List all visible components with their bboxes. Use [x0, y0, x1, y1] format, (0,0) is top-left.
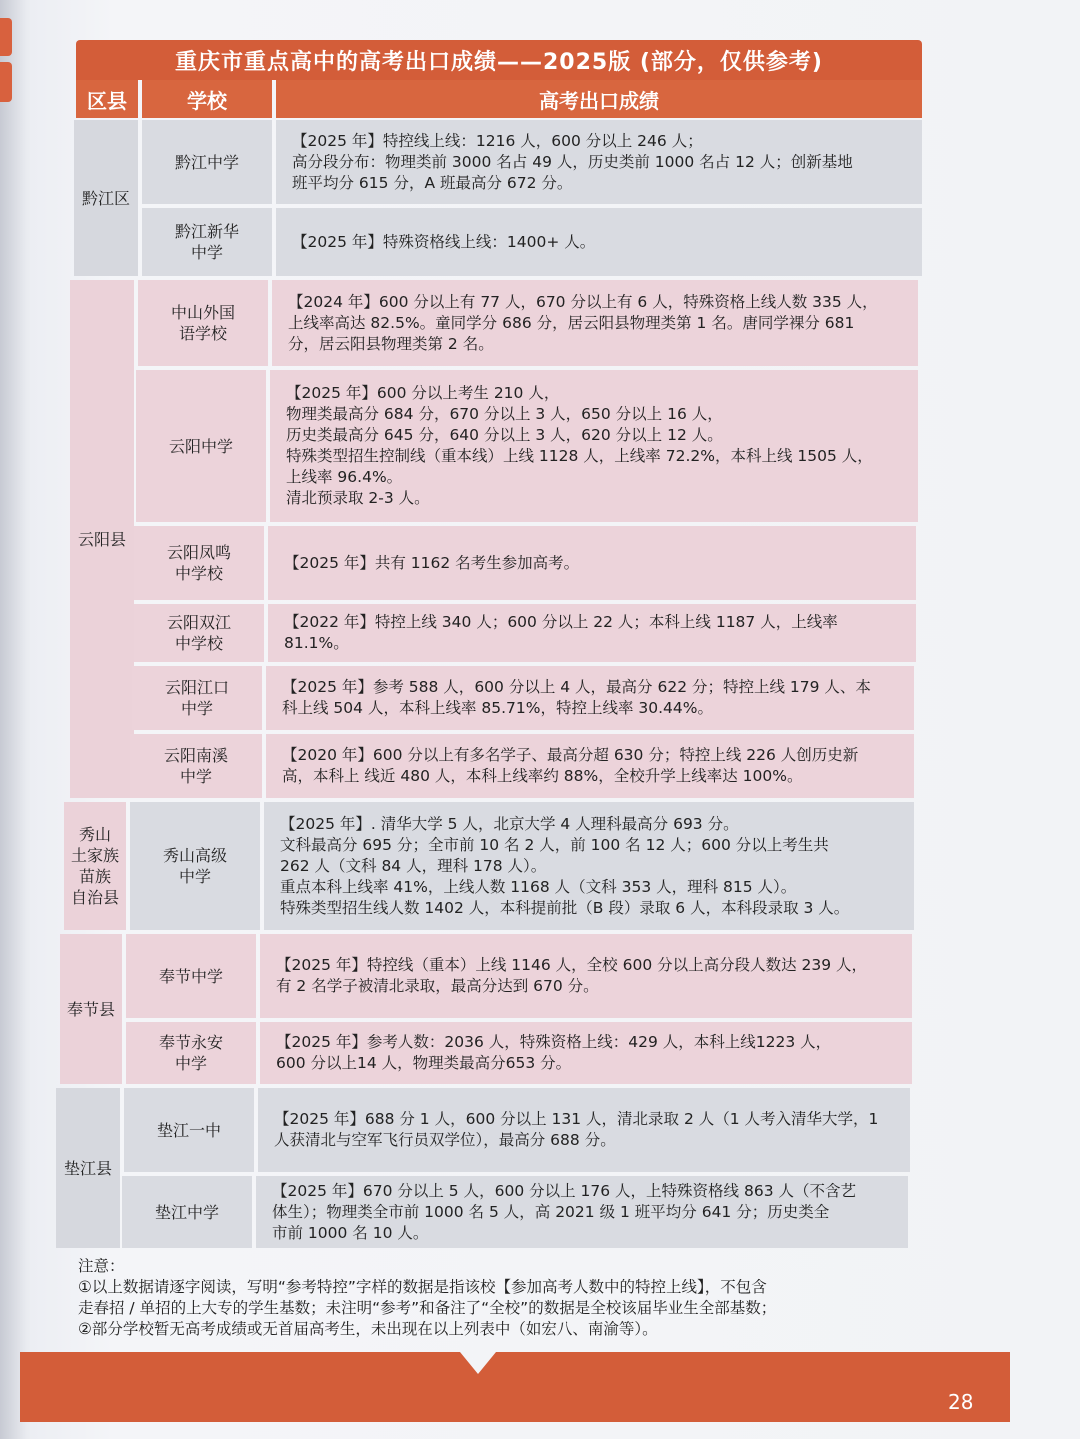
page-number: 28 [948, 1390, 974, 1414]
result-cell: 【2025 年】688 分 1 人，600 分以上 131 人，清北录取 2 人（1 人考入清华大学，1 人获清北与空军飞行员双学位），最高分 688 分。 [258, 1088, 910, 1172]
school-cell: 秀山高级 中学 [130, 802, 260, 930]
footer-band [20, 1352, 1010, 1422]
page-tab-marker [0, 18, 12, 56]
school-cell: 奉节永安 中学 [126, 1022, 256, 1084]
note-line: 走春招 / 单招的上大专的学生基数；未注明“参考”和备注了“全校”的数据是全校该届毕业生全部基数； [78, 1299, 777, 1317]
district-cell-qianjiang: 黔江区 [74, 120, 138, 276]
district-cell-fengjie: 奉节县 [60, 934, 122, 1084]
result-cell: 【2025 年】特殊资格线上线：1400+ 人。 [276, 208, 922, 276]
district-cell-yunyang: 云阳县 [70, 280, 134, 798]
note-heading: 注意： [78, 1257, 125, 1275]
school-cell: 云阳江口 中学 [132, 666, 262, 730]
page-tab-marker [0, 62, 12, 102]
result-cell: 【2025 年】参考 588 人，600 分以上 4 人，最高分 622 分；特控上线 179 人、本 科上线 504 人，本科上线率 85.71%，特控上线率 30.44%。 [266, 666, 914, 730]
school-cell: 黔江新华 中学 [142, 208, 272, 276]
result-cell: 【2025 年】. 清华大学 5 人，北京大学 4 人理科最高分 693 分。 文科最高分 695 分；全市前 10 名 2 人，前 100 名 12 人；600 分以上考生共 262 人（文科 84 人，理科 178 人）。 重点本科上线率 41%，上线人数 1168 人（文科 353 人，理科 815 人）。 特殊类型招生线人数 1402 人，本科提前批（B 段）录取 6 人，本科段录取 3 人。 [264, 802, 914, 930]
note-line: ①以上数据请逐字阅读，写明“参考特控”字样的数据是指该校【参加高考人数中的特控上线】，不包含 [78, 1278, 767, 1296]
result-cell: 【2025 年】600 分以上考生 210 人， 物理类最高分 684 分，670 分以上 3 人，650 分以上 16 人， 历史类最高分 645 分，640 分以上 3 人，620 分以上 12 人。 特殊类型招生控制线（重本线）上线 1128 人，上线率 72.2%，本科上线 1505 人， 上线率 96.4%。 清北预录取 2-3 人。 [270, 370, 918, 522]
result-cell: 【2025 年】670 分以上 5 人，600 分以上 176 人，上特殊资格线 863 人（不含艺 体生）；物理类全市前 1000 名 5 人，高 2021 级 1 班平均分 641 分；历史类全 市前 1000 名 10 人。 [256, 1176, 908, 1248]
school-cell: 云阳凤鸣 中学校 [134, 526, 264, 600]
school-cell: 云阳中学 [136, 370, 266, 522]
school-cell: 垫江中学 [122, 1176, 252, 1248]
result-cell: 【2025 年】参考人数：2036 人，特殊资格上线：429 人，本科上线1223 人， 600 分以上14 人，物理类最高分653 分。 [260, 1022, 912, 1084]
school-cell: 奉节中学 [126, 934, 256, 1018]
district-cell-dianjiang: 垫江县 [56, 1088, 120, 1248]
school-cell: 垫江一中 [124, 1088, 254, 1172]
header-school: 学校 [142, 80, 272, 118]
result-cell: 【2020 年】600 分以上有多名学子、最高分超 630 分；特控上线 226 人创历史新 高，本科上 线近 480 人，本科上线率约 88%，全校升学上线率达 100%。 [266, 734, 914, 798]
school-cell: 中山外国 语学校 [138, 280, 268, 366]
note-line: ②部分学校暂无高考成绩或无首届高考生，未出现在以上列表中（如宏八、南渝等）。 [78, 1320, 658, 1338]
result-cell: 【2025 年】特控线（重本）上线 1146 人，全校 600 分以上高分段人数达 239 人， 有 2 名学子被清北录取，最高分达到 670 分。 [260, 934, 912, 1018]
school-cell: 黔江中学 [142, 120, 272, 204]
school-cell: 云阳双江 中学校 [134, 604, 264, 662]
header-district: 区县 [76, 80, 138, 118]
result-cell: 【2022 年】特控上线 340 人；600 分以上 22 人；本科上线 1187 人，上线率 81.1%。 [268, 604, 916, 662]
result-cell: 【2025 年】共有 1162 名考生参加高考。 [268, 526, 916, 600]
result-cell: 【2024 年】600 分以上有 77 人，670 分以上有 6 人，特殊资格上线人数 335 人， 上线率高达 82.5%。童同学分 686 分，居云阳县物理类第 1 名。唐同学裸分 681 分，居云阳县物理类第 2 名。 [272, 280, 918, 366]
page-title: 重庆市重点高中的高考出口成绩——2025版 (部分，仅供参考) [76, 40, 922, 80]
school-cell: 云阳南溪 中学 [130, 734, 262, 798]
header-result: 高考出口成绩 [276, 80, 922, 118]
notes [78, 1256, 918, 1340]
district-cell-xiushan: 秀山 土家族 苗族 自治县 [64, 802, 126, 930]
result-cell: 【2025 年】特控线上线：1216 人，600 分以上 246 人； 高分段分布：物理类前 3000 名占 49 人，历史类前 1000 名占 12 人；创新基地 班平均分 615 分，A 班最高分 672 分。 [276, 120, 922, 204]
